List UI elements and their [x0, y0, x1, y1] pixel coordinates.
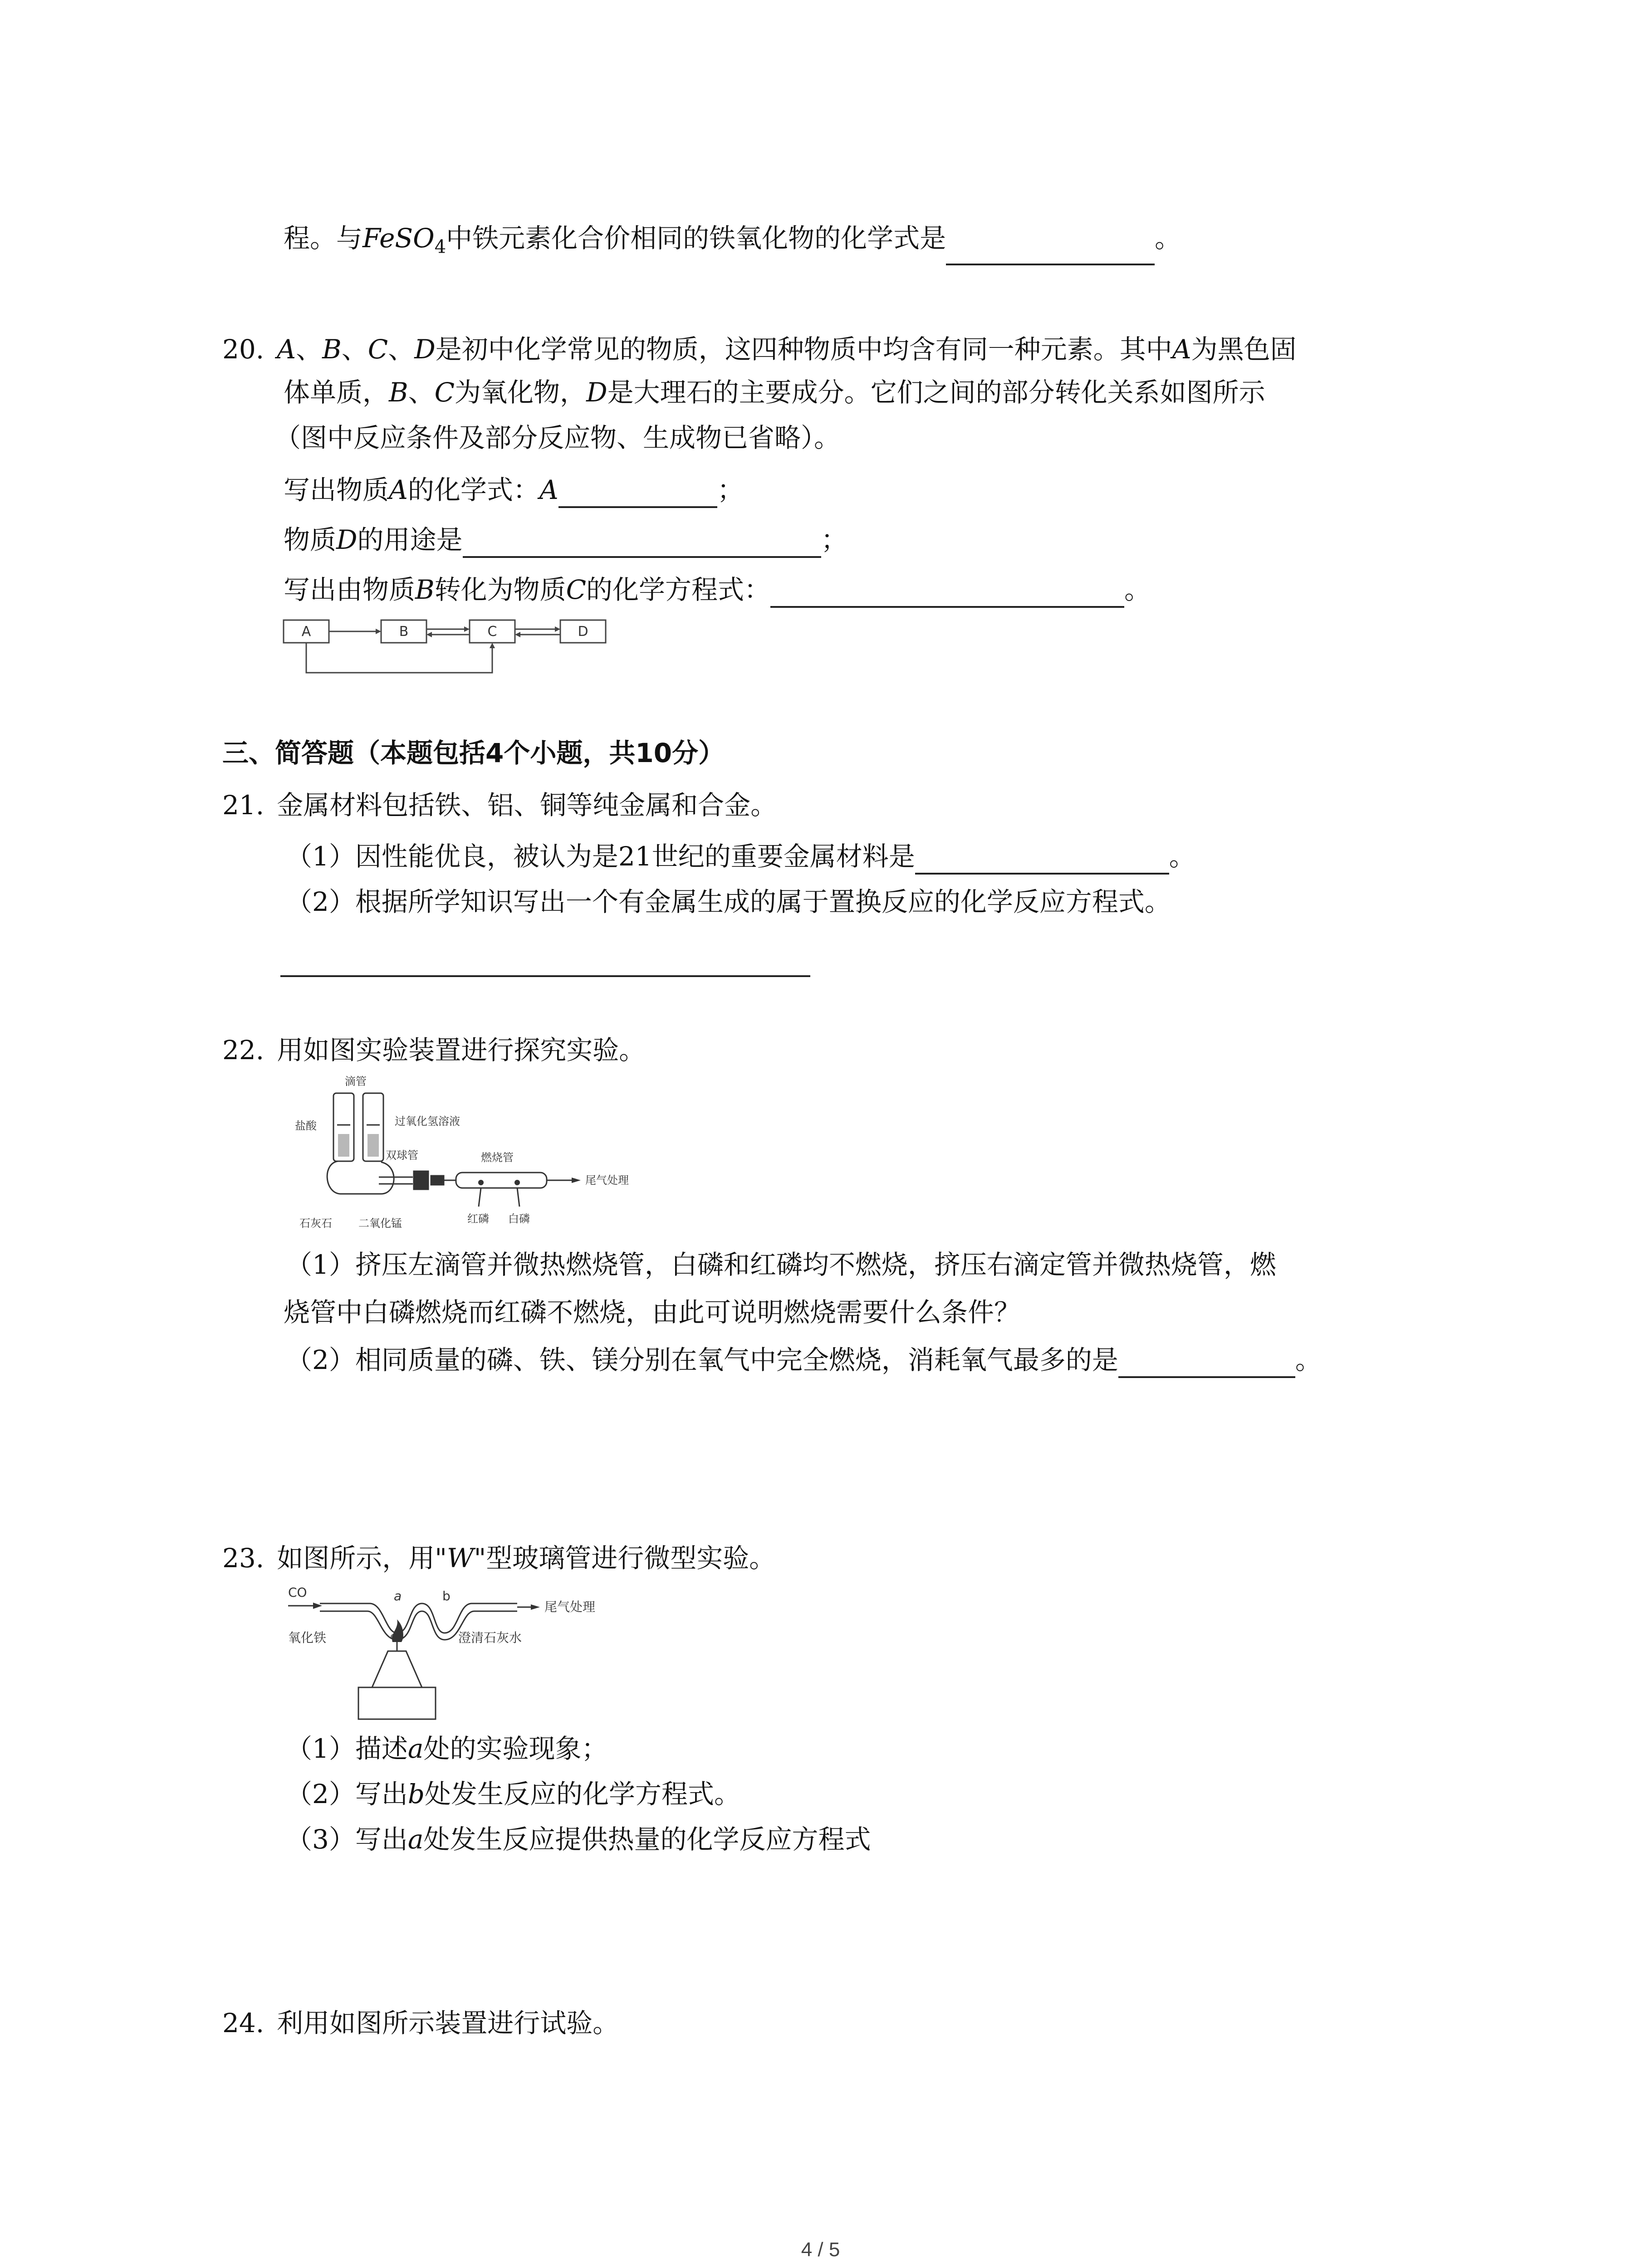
var-b: B — [389, 377, 408, 408]
q23-text: "型玻璃管进行微型实验。 — [474, 1543, 776, 1574]
q23-text: 处的实验现象； — [423, 1733, 608, 1764]
label-limestone: 石灰石 — [299, 1217, 332, 1230]
q21-text: （2）根据所学知识写出一个有金属生成的属于置换反应的化学反应方程式。 — [286, 886, 1171, 917]
q22-text: （1）挤压左滴管并微热燃烧管，白磷和红磷均不燃烧，挤压右滴定管并微热烧管，燃 — [286, 1249, 1276, 1280]
sep: 、 — [408, 377, 435, 408]
box-label-b: B — [399, 624, 409, 640]
q23-text: （1）描述 — [286, 1733, 408, 1764]
q22-text: 用如图实验装置进行探究实验。 — [277, 1035, 646, 1066]
alcohol-lamp — [372, 1651, 422, 1687]
q20-text: 是大理石的主要成分。它们之间的部分转化关系如图所示 — [607, 377, 1265, 408]
label-iron-oxide: 氧化铁 — [288, 1630, 327, 1645]
var-c: C — [566, 574, 587, 605]
question-number: 22. — [222, 1035, 265, 1066]
sep: ； — [821, 524, 847, 555]
answer-blank[interactable] — [280, 948, 810, 977]
q19-end: 。 — [1155, 223, 1181, 254]
sep: ； — [717, 474, 744, 505]
q19-text-2: 中铁元素化合价相同的铁氧化物的化学式是 — [446, 223, 946, 254]
q21-text: 金属材料包括铁、铝、铜等纯金属和合金。 — [277, 790, 777, 821]
combustion-apparatus — [290, 1075, 635, 1238]
answer-blank[interactable] — [463, 529, 821, 558]
label-h2o2: 过氧化氢溶液 — [395, 1115, 460, 1128]
q22-part-1-line-2 — [284, 1294, 1020, 1330]
q20-text: 写出由物质 — [284, 574, 416, 605]
box-label-c: C — [487, 624, 497, 640]
q22-part-1-line-1 — [286, 1246, 1276, 1283]
answer-blank[interactable] — [1118, 1349, 1295, 1378]
section-title: 三、简答题（本题包括4个小题，共10分） — [222, 738, 725, 768]
var-a: a — [407, 1824, 424, 1855]
var-b: B — [415, 574, 435, 605]
q23-text: 处发生反应的化学方程式。 — [425, 1779, 741, 1809]
w-tube-apparatus — [286, 1583, 631, 1733]
q21-part-2 — [286, 884, 1171, 920]
q20-line-2 — [284, 374, 1265, 411]
q21-text: （1）因性能优良，被认为是21世纪的重要金属材料是 — [286, 841, 915, 872]
var-w: W — [446, 1543, 474, 1574]
q20-text: 写出物质 — [284, 474, 389, 505]
var-c: C — [367, 334, 388, 365]
var-a: A — [389, 474, 408, 505]
sep: 。 — [1295, 1344, 1322, 1375]
q23-part-2 — [286, 1776, 740, 1812]
var-c: C — [434, 377, 455, 408]
label-red-phosphorus: 红磷 — [467, 1212, 489, 1225]
answer-blank[interactable] — [558, 479, 717, 508]
q21-stem — [222, 787, 777, 823]
q20-ask-2 — [284, 522, 847, 558]
conversion-diagram — [277, 615, 622, 687]
var-b: B — [322, 334, 342, 365]
question-number: 24. — [222, 2008, 265, 2038]
var-a: A — [539, 474, 558, 505]
question-number: 21. — [222, 790, 265, 821]
var-a: a — [407, 1733, 424, 1764]
answer-blank[interactable] — [946, 236, 1155, 265]
q20-text: 是初中化学常见的物质，这四种物质中均含有同一种元素。其中 — [435, 334, 1172, 365]
var-d: D — [336, 524, 358, 555]
label-mno2: 二氧化锰 — [358, 1217, 402, 1230]
page-number: 4 / 5 — [801, 2239, 840, 2261]
sep: 。 — [1124, 574, 1151, 605]
q20-text: 为氧化物， — [455, 377, 587, 408]
combustion-tube — [456, 1173, 547, 1188]
q23-text: （3）写出 — [286, 1824, 408, 1855]
q20-text: 物质 — [284, 524, 337, 555]
q23-part-3 — [286, 1821, 871, 1857]
q20-text: 的用途是 — [357, 524, 463, 555]
q23-stem — [222, 1540, 775, 1576]
q19-text: 程。与 — [284, 223, 363, 254]
q20-text: 的化学式： — [407, 474, 539, 505]
var-d: D — [414, 334, 436, 365]
w-tube-top — [320, 1603, 517, 1633]
label-dropper: 滴管 — [345, 1075, 367, 1088]
formula-subscript: 4 — [434, 236, 446, 258]
var-a: A — [1172, 334, 1191, 365]
label-limewater: 澄清石灰水 — [458, 1630, 522, 1645]
q19-tail-line — [284, 220, 1181, 265]
var-b: b — [407, 1779, 425, 1809]
answer-blank[interactable] — [770, 579, 1124, 608]
question-number: 20. — [222, 334, 265, 365]
label-exhaust: 尾气处理 — [544, 1599, 596, 1614]
var-a: A — [277, 334, 296, 365]
question-number: 23. — [222, 1543, 265, 1574]
var-d: D — [586, 377, 607, 408]
q21-part-1 — [286, 838, 1195, 875]
q20-text: 为黑色固 — [1191, 334, 1297, 365]
q23-text: 处发生反应提供热量的化学反应方程式 — [423, 1824, 871, 1855]
arrow-a-c — [306, 643, 492, 673]
q20-text: （图中反应条件及部分反应物、生成物已省略）。 — [274, 422, 841, 453]
q20-ask-3 — [284, 572, 1151, 608]
label-co: CO — [288, 1585, 307, 1600]
q20-text: 的化学方程式： — [586, 574, 771, 605]
box-label-d: D — [578, 624, 588, 640]
label-exhaust: 尾气处理 — [585, 1174, 629, 1187]
answer-blank[interactable] — [915, 846, 1169, 875]
q20-text: 体单质， — [284, 377, 389, 408]
q20-line-3 — [274, 420, 840, 456]
q20-ask-1 — [284, 472, 744, 508]
label-hcl: 盐酸 — [295, 1119, 317, 1132]
q20-line-1 — [222, 331, 1297, 367]
q24-stem — [222, 2005, 619, 2041]
label-a: a — [394, 1589, 402, 1603]
sep: 、 — [296, 334, 323, 365]
q22-text: （2）相同质量的磷、铁、镁分别在氧气中完全燃烧，消耗氧气最多的是 — [286, 1344, 1118, 1375]
q23-part-1 — [286, 1730, 608, 1767]
q20-text: 转化为物质 — [434, 574, 566, 605]
sep: 。 — [1169, 841, 1195, 872]
q23-text: （2）写出 — [286, 1779, 408, 1809]
label-burn-tube: 燃烧管 — [481, 1151, 514, 1164]
q24-text: 利用如图所示装置进行试验。 — [277, 2008, 619, 2038]
label-b: b — [442, 1589, 451, 1603]
q22-text: 烧管中白磷燃烧而红磷不燃烧，由此可说明燃烧需要什么条件？ — [284, 1297, 1021, 1328]
box-label-a: A — [301, 624, 311, 640]
q22-part-2 — [286, 1342, 1322, 1378]
q23-text: 如图所示，用" — [277, 1543, 447, 1574]
stopper — [414, 1171, 428, 1189]
formula-feso4: FeSO — [362, 223, 435, 254]
label-double-ball: 双球管 — [386, 1149, 418, 1162]
sep: 、 — [388, 334, 415, 365]
sep: 、 — [341, 334, 368, 365]
q22-stem — [222, 1032, 645, 1068]
label-white-phosphorus: 白磷 — [508, 1212, 530, 1225]
lamp-base — [358, 1687, 436, 1719]
